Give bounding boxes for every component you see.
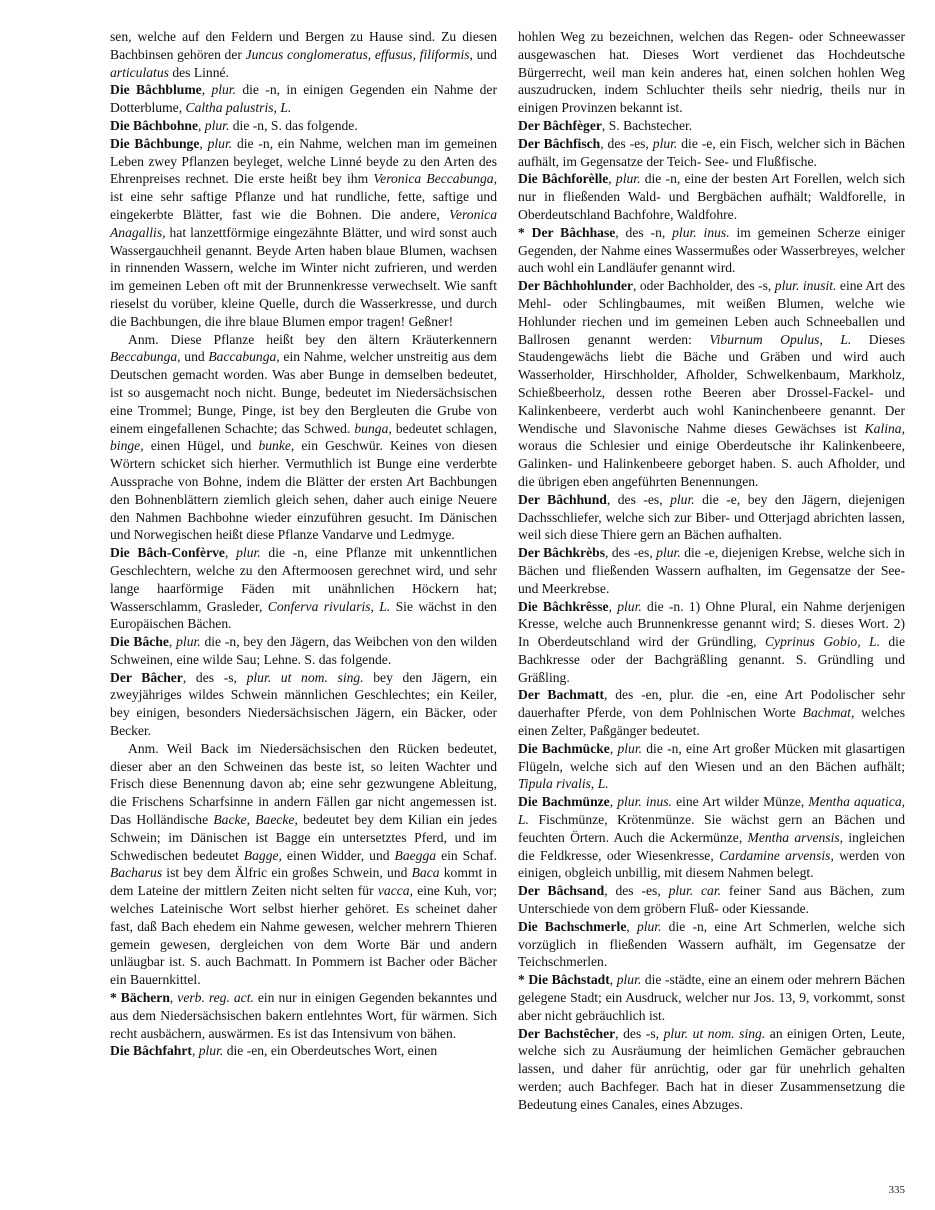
entry-text: , [201,82,212,98]
dictionary-entry [518,135,905,171]
italic-term: plur. [236,545,261,561]
entry-text: Fischmünze, Krötenmünze. Sie wächst gern an Bächen und feuchten Örtern. Auch die Ackermünze, [518,812,905,845]
dictionary-entry [518,740,905,793]
dictionary-entry [110,1042,497,1060]
entry-text: , S. Bachstecher. [601,117,693,133]
italic-term: plur. [176,634,201,650]
entry-text: bedeutet schlagen, [391,420,497,436]
entry-text: die -n, eine Art Schmerlen, welche sich vorzüglich in fließenden Wassern aufhält, im Gegensatze der Teichschmerlen. [518,918,905,970]
dictionary-entry [518,918,905,971]
dictionary-entry [110,669,497,740]
italic-term: Bacharus [110,865,163,881]
dictionary-entry [518,544,905,597]
italic-term: Backe, Baecke, [213,812,298,828]
italic-term: Juncus conglomeratus, effusus, filiformis, [245,46,473,62]
entry-text: die -n, eine Art großer Mücken mit glasartigen Flügeln, welche sich auf den Wiesen und an den Bächen aufhält; [518,740,905,774]
italic-term: Mentha aquatica, L. [518,794,906,828]
italic-term: binge, [110,438,144,454]
italic-term: plur. [615,171,641,187]
entry-text: die -n, bey den Jägern, das Weibchen von den wilden Schweinen, eine wilde Sau; Lehne. S. das folgende. [110,634,497,667]
dictionary-entry [518,686,905,739]
entry-text: ein Geschwür. Keines von diesen Wörtern schicket sich hierher. Vermuthlich ist Bunge eine verderbte Aussprache von Bohne, indem die Blätter der ersten Art Bachbungen den Bohnenblättern ziemlich gleich sehen, daher auch einige Neuere den Nahmen Bachbohne wieder einzuführen gesucht. Im Dänischen und Norwegischen heißt diese Pflanze Vandarve und Ledmyge. [110,438,497,543]
entry-text: die -n. 1) Ohne Plural, ein Nahme derjenigen Kresse, welche auch Brunnenkresse genannt wird; S. dieses Wort. 2) In Oberdeutschland wird der Gründling, [518,598,905,650]
entry-text: , des -n, [615,224,673,240]
italic-term: plur. [617,740,643,756]
continued-paragraph [110,28,497,81]
italic-term: plur. ut nom. sing. [246,669,364,685]
entry-headword: Die Bachschmerle [518,918,627,934]
italic-term: articulatus [110,64,169,80]
dictionary-entry [518,277,905,491]
dictionary-entry [110,633,497,669]
entry-text: eine Kuh, vor; welches Lateinische Wort selbst hierher gehöret. Es scheinet daher fast, daß Bach ehedem ein Nahme gewesen, welcher mehrern Thieren gemein gewesen, dergleichen von dem Worte Bär und andern unläugbar ist. S. auch Bachmatt. In Pommern ist Bacher oder Bächer ein Bauernkittel. [110,883,498,988]
entry-text: ist bey dem Älfric ein großes Schwein, und [162,865,412,881]
entry-headword: Die Bâch-Confèrve [110,545,225,561]
entry-headword: * Der Bâchhase [518,224,616,240]
entry-text: Anm. Diese Pflanze heißt bey den ältern Kräuterkennern [128,331,497,347]
dictionary-entry [518,117,905,135]
entry-headword: Die Bachmünze [518,794,610,810]
entry-headword: Der Bâchhund [518,491,607,507]
entry-text: welches einen Zelter, Paßgänger bedeutet. [518,705,905,739]
entry-text: sen, welche auf den Feldern und Bergen zu Hause sind. Zu diesen Bachbinsen gehören der [110,29,497,62]
entry-text: , des -es, [605,545,657,561]
entry-headword: Die Bâchkrêsse [518,598,609,614]
entry-text: Dieses Staudengewächs liebt die Bäche und Gräben und wird auch Wasserholder, Hirschholder, Afholder, Schwelkenbaum, Markholz, Schießbeerholz, dessen rothe Beeren aber Drossel-Fackel- und Kalinkenbeere, verderbt auch wohl Kaninchenbeere genannt. Der Wendische und Slavonische Nahme dieses Gewächses ist [518,331,906,436]
entry-text: kommt in dem Lateine der mittlern Zeiten nicht selten für [110,865,497,899]
entry-headword: Der Bâchsand [518,883,605,899]
entry-text: an einigen Orten, Leute, welche sich zu Ausräumung der heimlichen Gemächer gebrauchen lassen, und daher für anrüchtig, oder gar für unehrlich gehalten werden; auch Bachfeger. Bach hat in dieser Zusammensetzung die Bedeutung eines Canales, eines Abzuges. [518,1025,905,1112]
annotation-paragraph [110,331,497,545]
italic-term: plur. inusit. [774,278,837,294]
entry-text: und [180,349,209,365]
italic-term: plur. [617,598,642,614]
italic-term: plur. [652,135,678,151]
entry-text: woraus die Schlesier und einige Oberdeutsche ihr Kalinkenbeere, Galinken- und Halinkenbeere geborget haben. S. auch Afholder, und die übrigen eben angeführten Benennungen. [518,438,905,489]
entry-text: Sie wächst in den Europäischen Bächen. [110,598,497,632]
dictionary-entry [110,135,497,331]
italic-term: Baccabunga, [208,349,280,365]
italic-term: Cardamine arvensis, [719,847,834,863]
entry-headword: Der Bâchfisch [518,135,601,151]
entry-text: hat lanzettförmige eingezähnte Blätter, und wird sonst auch Wassergauchheil genannt. Beyde Arten haben blaue Blumen, wachsen in rinnenden Wassern, welche im Winter nicht zufrieren, und werden im gemeinen Leben oft mit der Brunnenkresse verwechselt. Wie sanft rieselst du vorüber, kleine Quelle, durch die Wasserkresse, und durch die Bachbungen, die ihre blaue Blumen empor tragen! Geßner! [110,224,497,329]
dictionary-entry [518,882,905,918]
entry-text: eine Art des Mehl- oder Schlingbaumes, mit weißen Blumen, welche wie Hohlunder riechen und im gemeinen Leben auch Schneeballen und Ballrosen genannt werden: [518,278,905,347]
entry-text: , [198,117,205,133]
dictionary-entry [518,598,905,687]
entry-text: die -n, in einigen Gegenden ein Nahme der Dotterblume, [110,82,497,116]
italic-term: Beccabunga, [110,349,181,365]
entry-headword: Die Bâche [110,634,169,650]
italic-term: vacca, [377,883,413,899]
italic-term: bunga, [354,420,392,436]
entry-headword: Die Bâchbunge [110,135,200,151]
entry-text: einen Hügel, und [143,438,259,454]
entry-text: , des -s, [615,1025,664,1041]
entry-text: , des -s, [182,669,247,685]
entry-text: , oder Bachholder, des -s, [633,278,775,294]
dictionary-entry [518,170,905,223]
entry-text: hohlen Weg zu bezeichnen, welchen das Regen- oder Schneewasser ausgewaschen hat. Dieses Wort verdienet das Hochdeutsche Bürgerrecht, weil man kein anderes hat, einen solchen hohlen Weg auszudrucken, indem Schluchter theils sehr niedrig, theils nur in einigen Provinzen bekannt ist. [518,29,905,116]
entry-text: die -n, eine der besten Art Forellen, welch sich nur in fließenden Wald- und Bergbächen aufhält; Waldforelle, in Oberdeutschland Bachfohre, Waldfohre. [518,171,905,222]
italic-term: plur. ut nom. sing. [663,1025,766,1041]
entry-text: einen Widder, und [281,847,395,863]
entry-text: die -e, ein Fisch, welcher sich in Bächen aufhält, im Gegensatze der Teich- See- und Flußfische. [518,135,906,169]
italic-term: Veronica Beccabunga, [373,171,497,187]
italic-term: Baca [411,865,440,881]
entry-headword: Der Bâcher [110,669,183,685]
entry-text: , [609,972,617,988]
italic-term: plur. car. [668,883,722,899]
italic-term: Cyprinus Gobio, L. [764,634,880,650]
italic-term: Tipula rivalis, L. [518,776,609,792]
entry-headword: Der Bâchkrèbs [518,545,606,561]
entry-text: die -n, S. das folgende. [229,117,358,133]
entry-text: die -n, eine Pflanze mit unkenntlichen Geschlechtern, welche zu den Aftermoosen gerechnet wird, und sehr lange haarförmige Fäden mit unähnlichen Höckern hat; Wasserschlamm, Grasleder, [110,545,498,614]
italic-term: verb. reg. act. [177,990,254,1006]
italic-term: plur. inus. [672,224,730,240]
entry-text: , [224,545,237,561]
entry-text: , des -es, [600,135,653,151]
italic-term: bunke, [258,438,295,454]
italic-term: plur. [198,1043,224,1059]
entry-text: ein Nahme, welcher unstreitig aus dem Deutschen gemacht worden. Was aber Bunge in demselben bedeutet, ist so ausgemacht noch nicht. Bunge, bedeutet im Niedersächsischen eine Trommel; Bunge, Pinge, ist bey den Bergleuten die Grube von einem eingefallenen Schachte; das Schwed. [110,349,497,436]
entry-text: , des -es, [604,883,669,899]
italic-term: Viburnum Opulus, L. [709,331,852,347]
entry-text: , [191,1043,199,1059]
dictionary-entry [110,544,497,633]
entry-headword: Der Bâchhohlunder [518,278,634,294]
entry-headword: Der Bachstêcher [518,1025,616,1041]
entry-text: , [609,740,618,756]
italic-term: Veronica Anagallis, [110,206,497,240]
entry-text: Anm. Weil Back im Niedersächsischen den Rücken bedeutet, dieser aber an den Schweinen das beste ist, so leiten Wachter und Frisch diese Benennung davon ab; eine sehr gezwungene Ableitung, die Frischens Scharfsinne in andern Fällen gar nicht angemessen ist. Das Holländische [110,740,497,828]
entry-headword: Die Bachmücke [518,740,610,756]
dictionary-entry [518,1025,905,1114]
entry-headword: Die Bâchfahrt [110,1043,192,1059]
entry-text: , [626,918,637,934]
dictionary-entry [110,117,497,135]
entry-text: , des -es, [606,491,671,507]
italic-term: Baegga [394,847,437,863]
entry-headword: Die Bâchforèlle [518,171,609,187]
entry-headword: Der Bâchfèger [518,117,602,133]
italic-term: Bagge, [243,847,282,863]
dictionary-entry [518,793,905,882]
entry-text: bedeutet bey dem Kilian ein jedes Schwein; im Dänischen ist Bagge ein untersetztes Pferd, und im Schwedischen bedeutet [110,812,497,863]
dictionary-entry [518,491,905,544]
entry-text: und [472,46,497,62]
dictionary-entry [110,989,497,1042]
entry-text: eine Art wilder Münze, [671,794,809,810]
left-column [110,28,497,1060]
entry-text: die -n, ein Nahme, welchen man im gemeinen Leben zwey Pflanzen beyleget, welche Linné beyde zu den Arten des Ehrenpreises rechnet. Die erste heißt bey ihm [110,135,498,187]
italic-term: plur. [670,491,695,507]
dictionary-entry [110,81,497,117]
dictionary-entry [518,971,905,1024]
entry-text: ein nur in einigen Gegenden bekanntes und aus dem Niedersächsischen bakern entlehntes Wort, für wärmen. Sich recht ausbächern, auswärmen. Es ist das Intensivum von bähen. [110,990,498,1041]
entry-headword: Der Bachmatt [518,687,605,703]
entry-text: die Bachkresse oder der Bachgräßling genannt. S. Gründling und Gräßling. [518,634,905,685]
entry-text: , [168,634,177,650]
italic-term: plur. inus. [617,794,672,810]
entry-text: die -städte, eine an einem oder mehrern Bächen gelegene Stadt; ein Ausdruck, welcher nur Jos. 13, 9, vorkommt, sonst aber nicht gebräuchlich ist. [518,972,905,1023]
annotation-paragraph [110,740,497,989]
right-column [518,28,905,1114]
italic-term: Caltha palustris, L. [185,100,292,116]
italic-term: plur. [636,918,662,934]
italic-term: plur. [211,82,236,98]
entry-text: ein Schaf. [436,847,498,863]
entry-text: , des -en, plur. die -en, eine Art Podolischer sehr dauerhafter Pferde, von dem Pohlnischen Worte [518,687,905,721]
entry-text: feiner Sand aus Bächen, zum Unterschiede von dem gröbern Fluß- oder Kiessande. [518,883,906,917]
entry-headword: Die Bâchbohne [110,117,198,133]
entry-text: die -en, ein Oberdeutsches Wort, einen [223,1043,438,1059]
entry-text: , [609,794,618,810]
entry-headword: * Die Bâchstadt [518,972,610,988]
entry-text: im gemeinen Scherze einiger Gegenden, der Nahme eines Wassermußes oder Wasserbreyes, welcher auch wohl ein Landläufer genannt wird. [518,224,906,276]
entry-text: des Linné. [168,64,229,80]
italic-term: Mentha arvensis, [747,829,844,845]
italic-term: plur. [207,135,233,151]
dictionary-entry [518,224,905,277]
italic-term: plur. [204,117,230,133]
entry-text: , [608,598,618,614]
entry-text: , [608,171,616,187]
italic-term: plur. [616,972,642,988]
entry-text: , [169,990,178,1006]
entry-text: , [199,135,208,151]
entry-text: bey den Jägern, ein zweyjähriges wildes Schwein männlichen Geschlechtes; ein Keiler, bey einigen, besonders Niedersächsischen Jägern, ein Bäcker, oder Becker. [110,669,497,739]
page-number: 335 [888,1184,905,1196]
entry-text: ist eine sehr saftige Pflanze und hat rundliche, fette, saftige und eingekerbte Blätter, fast wie die Bohnen. Die andere, [110,189,497,222]
italic-term: plur. [656,545,681,561]
continued-paragraph [518,28,905,117]
italic-term: Conferva rivularis, L. [267,598,391,614]
entry-text: die -e, bey den Jägern, diejenigen Dachsschliefer, welche sich zur Biber- und Otterjagd abrichten lassen, weil sich diese Thiere gern an Bächen aufhalten. [518,491,905,543]
entry-headword: * Bächern [110,990,170,1006]
entry-text: die -e, diejenigen Krebse, welche sich in Bächen und fließenden Wassern aufhalten, im Gegensatze der See- und Meerkrebse. [518,545,905,596]
italic-term: Bachmat, [802,705,855,721]
entry-text: werden von einigen, obgleich unbillig, mit diesem Nahmen belegt. [518,847,905,881]
entry-text: ingleichen die Feldkresse, oder Wiesenkresse, [518,829,905,863]
italic-term: Kalina, [864,420,905,436]
entry-headword: Die Bâchblume [110,82,202,98]
